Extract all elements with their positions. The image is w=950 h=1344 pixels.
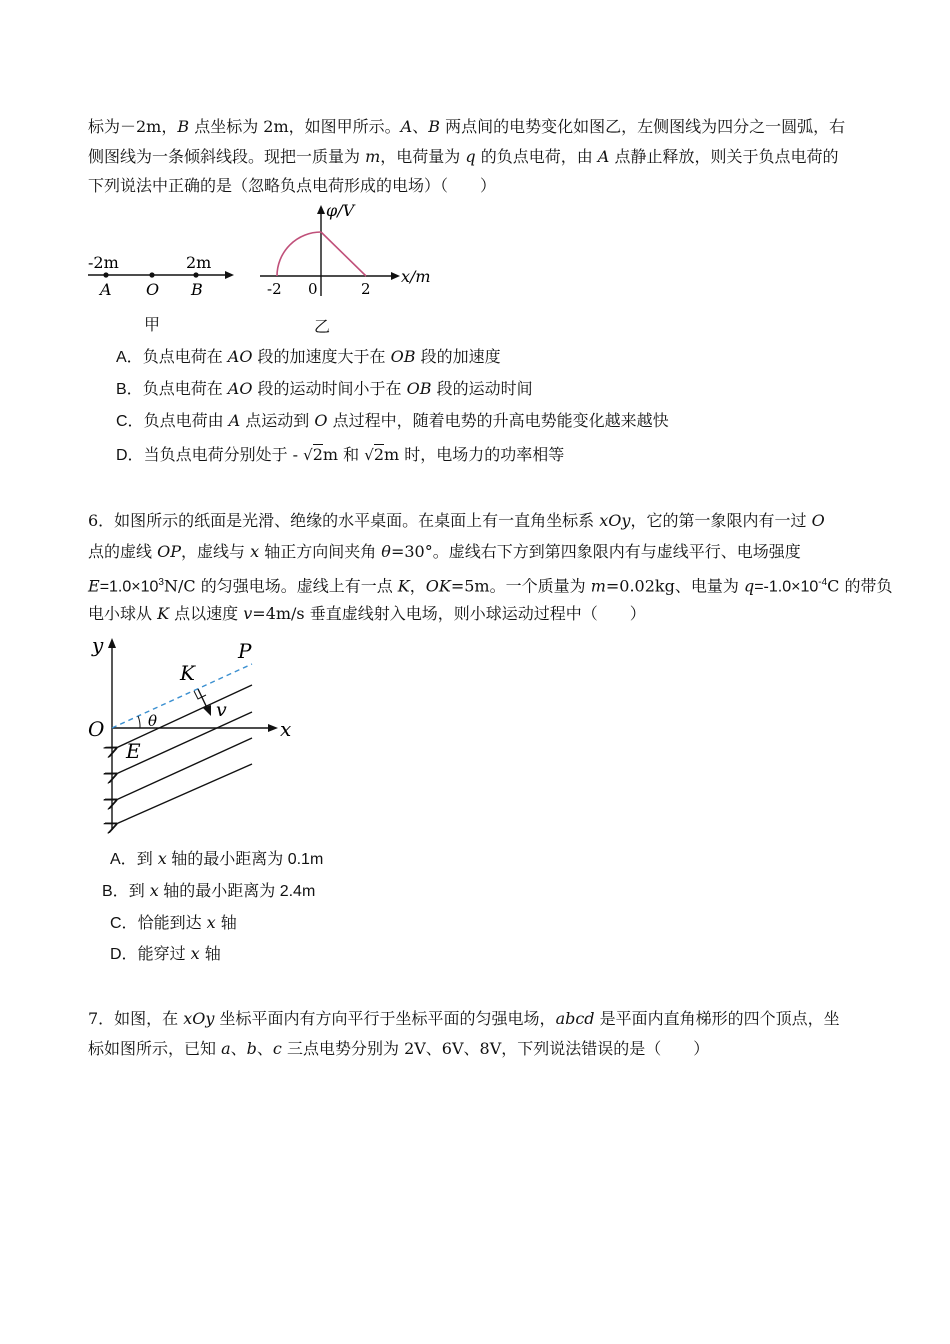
tick-0: 0 [308, 280, 318, 298]
q5-option-a[interactable]: A．负点电荷在 AO 段的加速度大于在 OB 段的加速度 [116, 347, 501, 366]
label-a: A [100, 280, 112, 299]
label-x: x [280, 717, 292, 741]
q6-option-a[interactable]: A．到 x 轴的最小距离为 0.1m [110, 849, 324, 868]
label-b: B [191, 280, 203, 299]
figure-jia [84, 250, 244, 300]
label-e: E [126, 739, 141, 763]
label-2m: 2m [186, 253, 212, 272]
caption-yi: 乙 [314, 317, 331, 336]
label-p: P [238, 639, 252, 663]
slope-line [321, 232, 366, 276]
point-a [103, 272, 108, 277]
label-o: O [88, 717, 105, 741]
label-k: K [180, 661, 195, 685]
q5-option-b[interactable]: B．负点电荷在 AO 段的运动时间小于在 OB 段的运动时间 [116, 379, 533, 398]
q6-text-line-4: 电小球从 K 点以速度 v=4m/s 垂直虚线射入电场，则小球运动过程中（ ） [88, 604, 646, 623]
q5-option-c[interactable]: C．负点电荷由 A 点运动到 O 点过程中，随着电势的升高电势能变化越来越快 [116, 411, 669, 430]
arc-curve [277, 232, 321, 276]
figure-q6 [84, 630, 304, 840]
q5-text-line-1: 标为－2m，B 点坐标为 2m，如图甲所示。A、B 两点间的电势变化如图乙，左侧图线为四分之一圆弧，右 [88, 117, 846, 136]
axis-x-label: x/m [401, 267, 431, 286]
q6-text-line-3: $E=1.0\times 10^3N/C$ 的匀强电场。虚线上有一点 K，OK=5m。一个质量为 m=0.02kg、电量为 $q=-1.0\times 10^{-4}C$ 的带负 [88, 576, 893, 596]
sqrt-icon: √ [303, 446, 313, 464]
field-line [116, 764, 252, 824]
q6-text-line-1: 6．如图所示的纸面是光滑、绝缘的水平桌面。在桌面上有一直角坐标系 xOy，它的第一象限内有一过 O [88, 511, 825, 530]
q6-option-b[interactable]: B．到 x 轴的最小距离为 2.4m [102, 881, 316, 900]
q5-option-d[interactable]: D．当负点电荷分别处于 - √2m 和 √2m 时，电场力的功率相等 [116, 445, 565, 464]
sqrt-icon: √ [364, 446, 374, 464]
q7-text-line-1: 7．如图，在 xOy 坐标平面内有方向平行于坐标平面的匀强电场，abcd 是平面内直角梯形的四个顶点，坐 [88, 1009, 840, 1028]
q6-text-line-2: 点的虚线 OP，虚线与 x 轴正方向间夹角 θ=30°。虚线右下方到第四象限内有与虚线平行、电场强度 [88, 542, 801, 561]
tick-neg2: -2 [267, 280, 282, 298]
q7-text-line-2: 标如图所示，已知 a、b、c 三点电势分别为 2V、6V、8V，下列说法错误的是（ ） [88, 1039, 710, 1058]
q6-option-c[interactable]: C．恰能到达 x 轴 [110, 913, 237, 932]
point-o [149, 272, 154, 277]
figure-yi [258, 196, 438, 300]
point-b [193, 272, 198, 277]
label-v: v [216, 699, 227, 721]
caption-jia: 甲 [144, 315, 161, 334]
q5-text-line-2: 侧图线为一条倾斜线段。现把一质量为 m，电荷量为 q 的负点电荷，由 A 点静止释放，则关于负点电荷的 [88, 147, 839, 166]
q6-option-d[interactable]: D．能穿过 x 轴 [110, 944, 221, 963]
axis-phi-label: φ/V [326, 201, 355, 220]
label-y: y [92, 633, 104, 657]
q5-text-line-3: 下列说法中正确的是（忽略负点电荷形成的电场）（ ） [88, 176, 497, 195]
label-theta: θ [148, 712, 158, 730]
tick-2: 2 [361, 280, 371, 298]
label-neg2m: -2m [88, 253, 119, 272]
label-o: O [146, 280, 160, 299]
